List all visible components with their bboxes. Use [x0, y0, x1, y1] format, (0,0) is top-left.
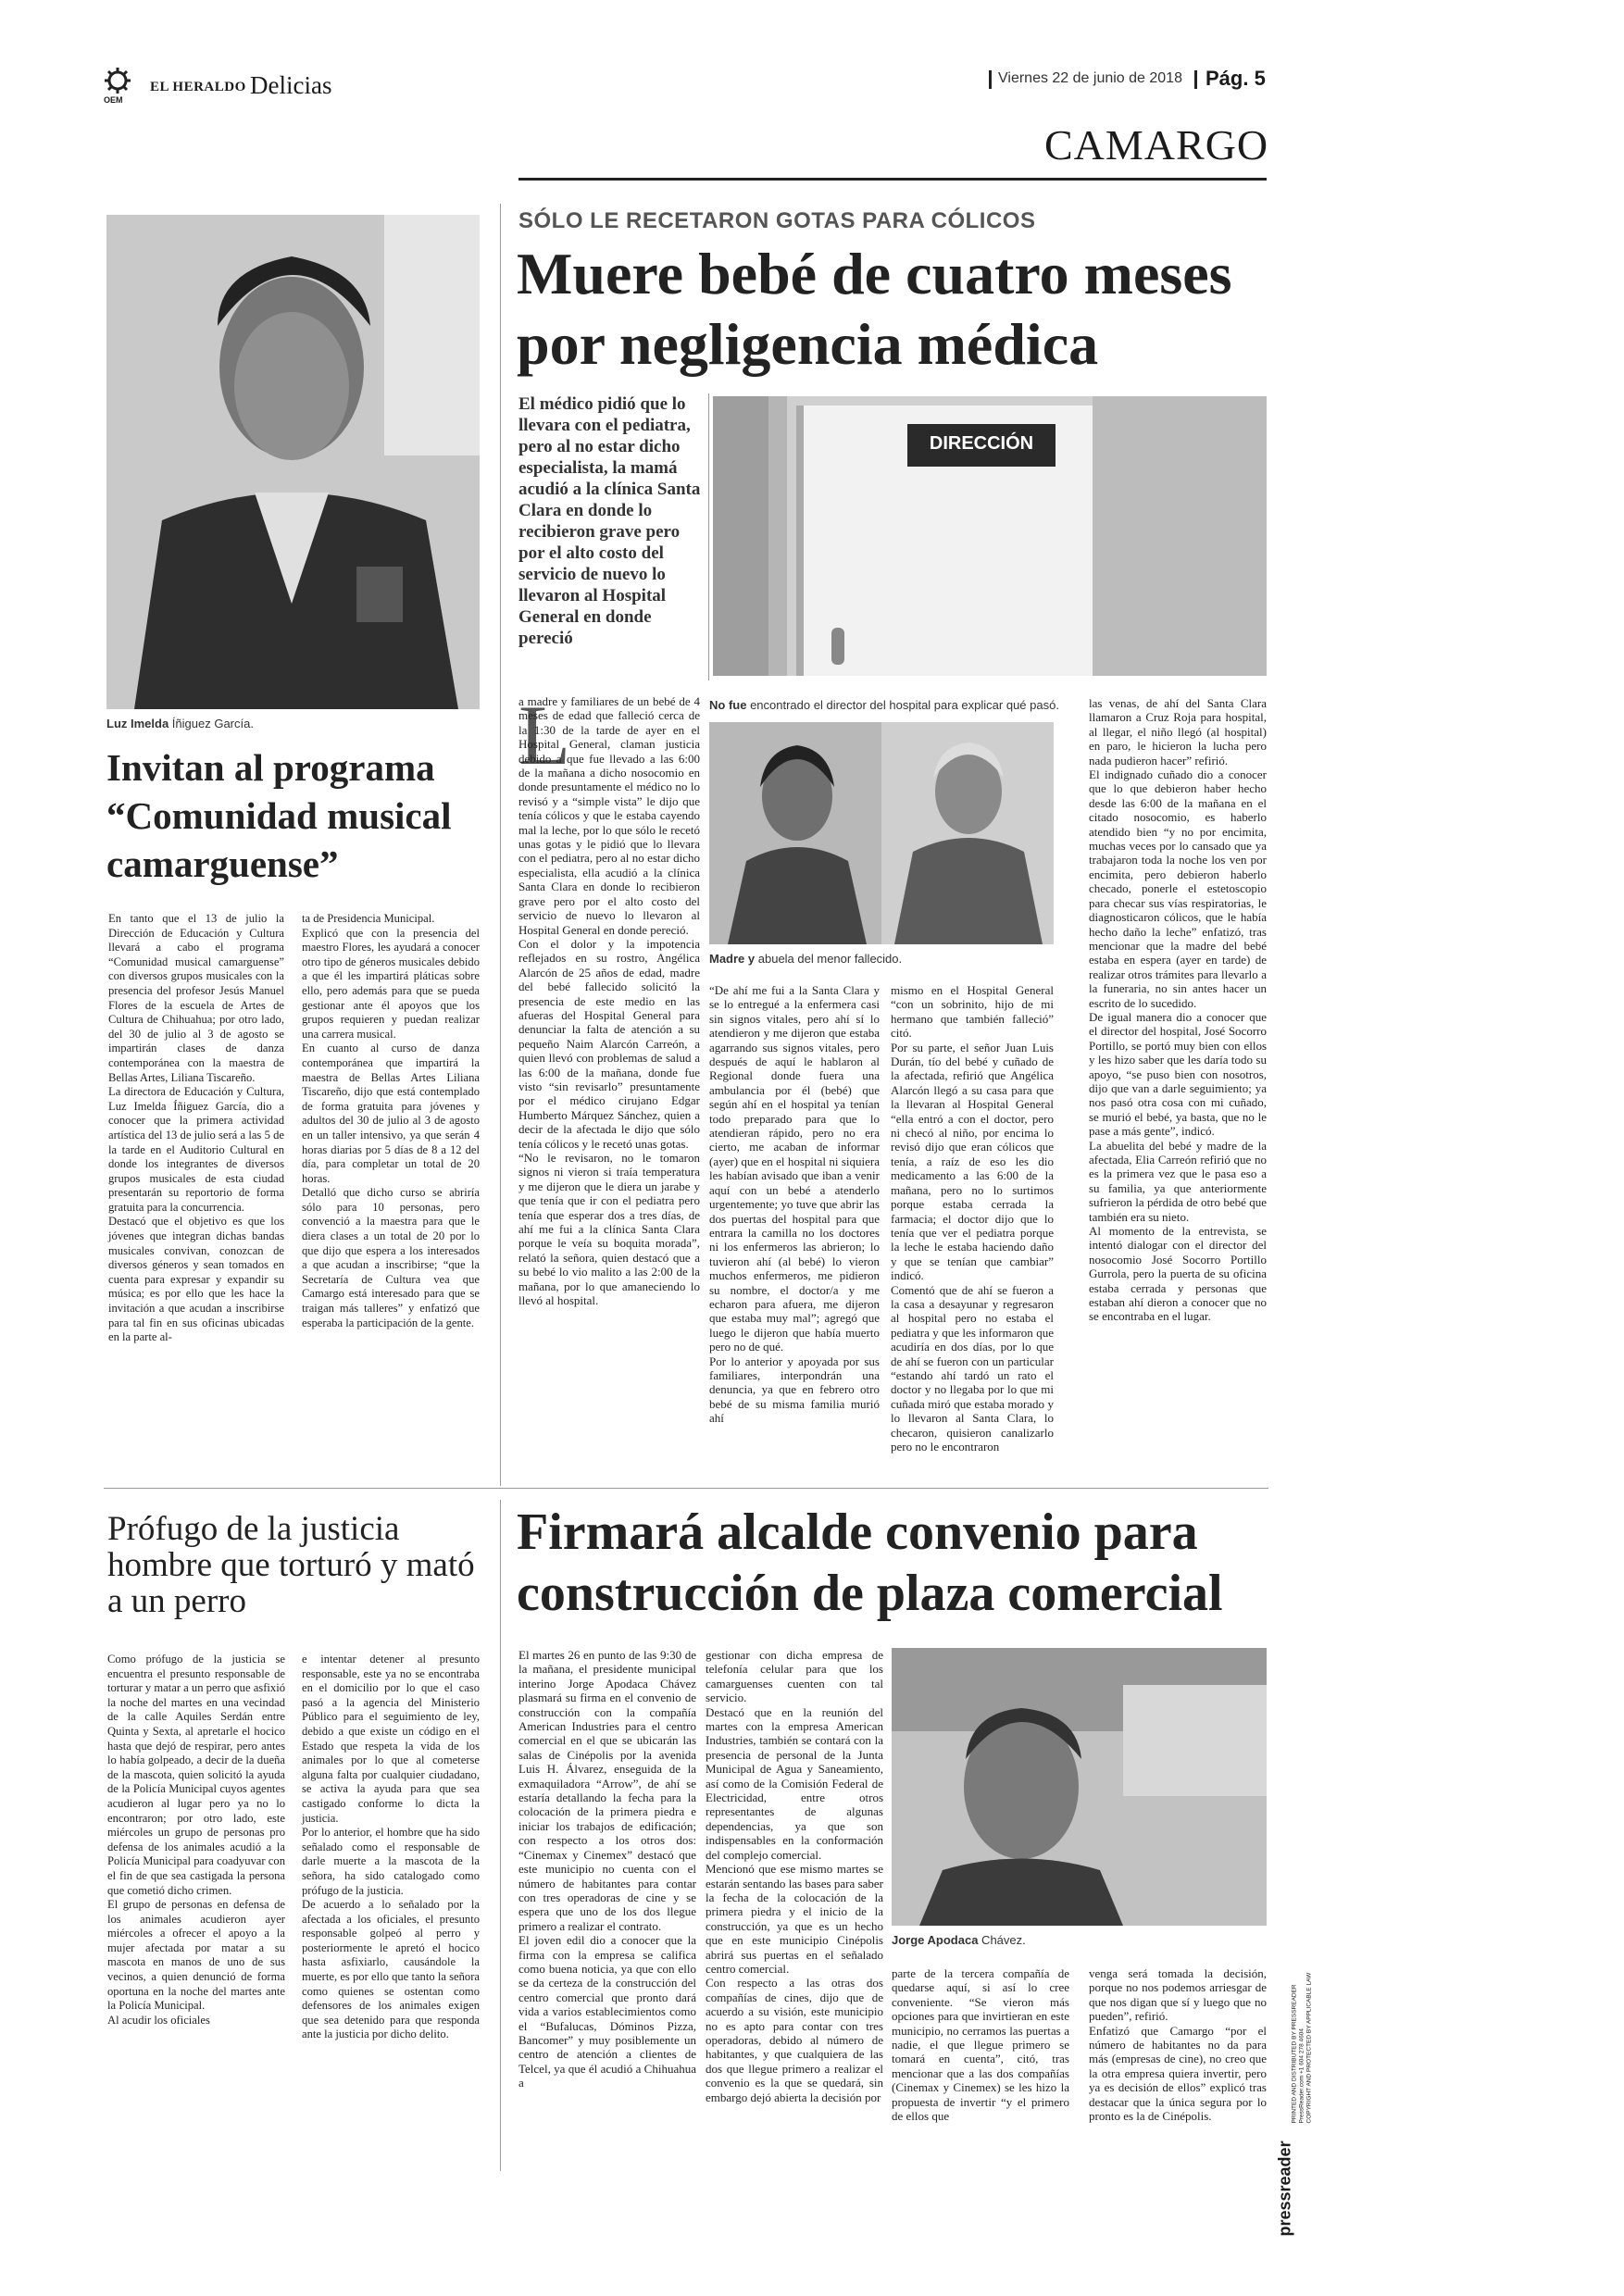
page-divider [1194, 70, 1197, 89]
jorge-apodaca-photo [892, 1648, 1267, 1926]
section-divider [104, 1488, 1268, 1489]
story2-column-2: “De ahí me fui a la Santa Clara y se lo entregué a la enfermera casi sin signos vitales, pero ahí sí lo atendieron y me dijeron que estaba agarrando sus signos vitales, pero después de aquí le hablaron al Regional donde fuera una ambulancia por él (bebé) que según ahí en el hospital ya tenían todo preparado para que lo atendieran rápido, pero no era cierto, me acaban de informar (ayer) que en el hospital ni siquiera les habían avisado que iban a venir aquí con un bebé a atenderlo urgentemente; yo tuve que abrir las dos puertas del hospital para que entrara la camilla no los doctores ni los enfermeros las abrieron; lo tuvieron ahí (al bebé) lo vieron muchos enfermeros, me pidieron su nombre, el doctor/a y me echaron para afuera, me dijeron que estaba muy mal”; agregó que luego le dijeron que había muerto pero no de qué. Por lo anterior y apoyada por sus familiares, interpondrán una denuncia, ya que en febrero otro bebé de su misma familia murió ahí [709, 983, 880, 1426]
story3-headline: Prófugo de la justicia hombre que torturó y mató a un perro [107, 1510, 475, 1620]
story2-kicker: SÓLO LE RECETARON GOTAS PARA CÓLICOS [518, 208, 1036, 233]
caption-bold: Madre y [709, 952, 756, 966]
story4-headline: Firmará alcalde convenio para construcción de plaza comercial [517, 1504, 1223, 1622]
mother-grandmother-photo [709, 722, 1054, 944]
story4-column-3: parte de la tercera compañía de quedarse aquí, si así lo cree conveniente. “Se vieron más opciones para que invirtieran en este municipio, no cerramos las puertas a nadie, el que llegue primero se tomará en cuenta”, citó, tras mencionar que a las dos compañías (Cinemax y Cinemex) se les hizo la propuesta de invertir “y el primero de ellos que [892, 1966, 1069, 2124]
edition-name: Delicias [250, 71, 332, 99]
issue-date: Viernes 22 de junio de 2018 [998, 70, 1182, 86]
masthead [104, 65, 354, 111]
story3-column-2: e intentar detener al presunto responsable, este ya no se encontraba en el domicilio por lo que el caso pasó a la agencia del Ministerio Público para el seguimiento de ley, debido a que existe un código en el Estado que respeta la vida de los animales por lo que al cometerse alguna falta por cualquier ciudadano, se activa la ayuda para que sea castigado conforme lo dicta la justicia. Por lo anterior, el hombre que ha sido señalado como el responsable de darle muerte a la mascota de la señora, ha sido catalogado como prófugo de la justicia. De acuerdo a lo señalado por la afectada a los oficiales, el presunto responsable golpeó al perro y posteriormente le apretó el hocico hasta asfixiarlo, causándole la muerte, es por ello que tanto la señora como quienes se ostentan como defensores de los animales exigen que sea detenido para que responda ante la justicia por dicho delito. [302, 1653, 480, 2041]
caption-bold: No fue [709, 698, 747, 712]
story1-headline: Invitan al programa “Comunidad musical camarguense” [106, 746, 452, 885]
date-divider [989, 70, 992, 89]
caption-rest: Íñiguez García. [169, 717, 254, 730]
story1-column-2: ta de Presidencia Municipal. Explicó que con la presencia del maestro Flores, les ayudará a conocer otro tipo de géneros musicales debido a que él les impartirá pláticas sobre ello, pero además para que se pueda gestionar ante él apoyos que los grupos requieren y puedan realizar una carrera musical. En cuanto al curso de danza contemporánea que impartirá la maestra de Bellas Artes Liliana Tiscareño, dijo que está contemplado de forma gratuita para jóvenes y adultos del 30 de julio al 3 de agosto en un taller intensivo, ya que serán 4 horas diarias por 5 días de 8 a 12 del día, para completar un total de 20 horas. Detalló que dicho curso se abriría sólo para 10 personas, pero convenció a la maestra para que le diera clases a un total de 20 por lo que dijo que espera a los interesados a que acudan a inscribirse; “que la Secretaría de Cultura vea que Camargo está interesado para que se traigan más talleres” y enfatizó que esperaba la participación de la gente. [302, 912, 480, 1329]
story2-column-4: las venas, de ahí del Santa Clara llamaron a Cruz Roja para hospital, al llegar, el niño llegó (al hospital) en paro, le hicieron la lucha pero nada pudieron hacer” refirió. El indignado cuñado dio a conocer que lo que debieron haber hecho desde las 6:00 de la mañana en el citado nosocomio, es haberlo atendido bien “y no por encimita, muchas veces por lo cansado que ya trabajaron toda la noche los ven por encimita, pero debieron haberlo checado, ponerle el estetoscopio para checar sus vías respiratorias, le diagnosticaron cólicos, que le había hecho daño la leche” enfatizó, tras mencionar que la madre del bebé estaba en espera (ayer en tarde) de realizar otros trámites para llevarlo a la funeraria, no sin antes hacer un escrito de lo sucedido. De igual manera dio a conocer que el director del hospital, José Socorro Portillo, se portó muy bien con ellos y les hizo saber que les daría todo su apoyo, “se puso bien con nosotros, dijo que van a darle seguimiento; ya nos pasó otra cosa con mi cuñado, se murió el bebé, ya basta, que no le pase a más gente”, indicó. La abuelita del bebé y madre de la afectada, Elia Carreón refirió que no es la primera vez que le pasa eso a su familia, ya que anteriormente sufrieron la pérdida de otro bebé que también era su nieto. Al momento de la entrevista, se intentó dialogar con el director del nosocomio José Socorro Portillo Gurrola, pero la puerta de su oficina estaba cerrada y personas que estaban ahí dieron a conocer que no se encontraba en el lugar. [1089, 696, 1267, 1324]
story2-column-3: mismo en el Hospital General “con un sobrinito, hijo de mi hermano que también falleció” citó. Por su parte, el señor Juan Luis Durán, tío del bebé y cuñado de la afectada, refirió que Angélica Alarcón llegó a su casa para que la llevaran al Hospital General “ella entró a con el doctor, pero ni checó al niño, por encima lo revisó dijo que eran cólicos que tenía, a raíz de eso les dio medicamento a las 6:00 de la mañana, pero no lo surtimos porque estaba cerrada la farmacia; el doctor dijo que lo tenía que ver el pediatra porque la leche le estaba haciendo daño y que se tenían que cambiar” indicó. Comentó que de ahí se fueron a la casa a desayunar y regresaron al hospital pero no estaba el pediatra y que les informaron que acudiría en dos días, por lo que de ahí se fueron con un particular “estando ahí tardó un rato el doctor y no llegaba por lo que mi cuñada miró que estaba morado y lo llevaron al Santa Clara, lo checaron, quisieron canalizarlo pero no le encontraron [891, 983, 1054, 1454]
oem-logo-icon [104, 67, 131, 94]
header-date-bar [989, 67, 1267, 93]
column-divider-left [500, 204, 501, 1486]
page-number: Pág. 5 [1206, 67, 1266, 90]
oem-logo-text: OEM [104, 95, 123, 105]
story2-dropcap: L [518, 688, 571, 782]
caption-bold: Luz Imelda [106, 717, 169, 730]
story4-column-4: venga será tomada la decisión, porque no nos podemos arriesgar de que nos digan que sí y luego que no pueden”, refirió. Enfatizó que Camargo “por el número de habitantes no da para más (empresas de cine), no creo que la otra empresa quiera invertir, pero ya es decisión de ellos” explicó tras destacar que la única segura por lo pronto es la de Cinépolis. [1089, 1966, 1267, 2124]
section-rule [518, 178, 1267, 181]
direccion-door-photo [713, 396, 1267, 676]
story3-column-1: Como prófugo de la justicia se encuentra el presunto responsable de torturar y matar a un perro que asfixió la noche del martes en una vecindad de la calle Aquiles Serdán entre Quinta y Sexta, al apretarle el hocico hasta que dejó de respirar, pero antes lo había golpeado, a decir de la dueña de la mascota, quien solicitó la ayuda de la Policía Municipal cuyos agentes acudieron al lugar pero ya no lo encontraron; por otro lado, este miércoles un grupo de personas pro defensa de los animales acudió a la Policía Municipal para coadyuvar con el fin de que sea castigada la persona que cometió dicho crimen. El grupo de personas en defensa de los animales acudieron ayer miércoles a ofrecer el apoyo a la mujer afectada por matar a su mascota en manos de uno de sus vecinos, a quien denunció de forma oportuna en la noche del martes ante la Policía Municipal. Al acudir los oficiales [107, 1653, 285, 2027]
column-divider-deck [708, 393, 709, 680]
section-title: CAMARGO [1044, 121, 1269, 168]
caption-rest: encontrado el director del hospital para explicar qué pasó. [746, 698, 1059, 712]
story1-column-1: En tanto que el 13 de julio la Dirección de Educación y Cultura llevará a cabo el programa “Comunidad musical camarguense” con diversos grupos musicales con la presencia del profesor Jesús Manuel Flores de la escuela de Artes de Cultura de Chihuahua; por otro lado, del 30 de julio al 3 de agosto se impartirán clases de danza contemporánea con la maestra de Bellas Artes, Liliana Tiscareño. La directora de Educación y Cultura, Luz Imelda Íñiguez García, dio a conocer que la primera actividad artística del 13 de julio será a las 5 de la tarde en el Auditorio Cultural en donde los integrantes de diversos grupos musicales de esta ciudad presentarán su reportorio de forma gratuita para la concurrencia. Destacó que el objetivo es que los jóvenes que integran dichas bandas musicales convivan, conozcan de diversos géneros y sean tomados en cuenta para expresar y expandir su música; es por ello que les hace la invitación a que acudan a inscribirse para tal fin en sus oficinas ubicadas en la parte al- [108, 912, 284, 1344]
pressreader-brand: pressreader [1275, 2140, 1294, 2237]
story2-caption-2 [709, 952, 1054, 966]
column-divider-bottom [500, 1500, 501, 2171]
story2-headline: Muere bebé de cuatro meses por negligencia médica [517, 241, 1232, 377]
pressreader-notice-2: PressReader.com +1 604 278 4604 [1298, 2028, 1305, 2124]
paper-name: EL HERALDO [150, 80, 246, 94]
direccion-sign-text: DIRECCIÓN [929, 433, 1034, 454]
pressreader-stamp [1275, 1944, 1318, 2237]
jorge-apodaca-caption [892, 1933, 1026, 1947]
pressreader-notice-1: PRINTED AND DISTRIBUTED BY PRESSREADER [1291, 1984, 1298, 2124]
story4-column-1: El martes 26 en punto de las 9:30 de la mañana, el presidente municipal interino Jorge Apodaca Chávez plasmará su firma en el convenio de construcción con la compañía American Industries para el centro comercial en el que se ubicarán las salas de Cinépolis por la avenida Luis H. Álvarez, enseguida de la exmaquiladora “Arrow”, de ahí se estaría detallando la fecha para la colocación de la primera piedra e iniciar los trabajos de edificación; con respecto a los otros dos: “Cinemax y Cinemex” destacó que este municipio no cuenta con el número de habitantes para contar con tres operadoras de cine y se espera que uno de los dos llegue primero a realizar el contrato. El joven edil dio a conocer que la firma con la empresa se califica como buena noticia, ya que con ello se da certeza de la construcción del centro comercial que pronto dará vida a varios establecimientos como el “Bufalucas, Dóminos Pizza, Bancomer” y muy posiblemente un centro de atención a clientes de Telcel, ya que él acudió a Chihuahua a [518, 1648, 696, 2090]
luz-imelda-photo [106, 215, 480, 709]
pressreader-notice-3: COPYRIGHT AND PROTECTED BY APPLICABLE LAW [1305, 1972, 1313, 2124]
caption-rest: abuela del menor fallecido. [755, 952, 903, 966]
story2-deck: El médico pidió que lo llevara con el pediatra, pero al no estar dicho especialista, la mamá acudió a la clínica Santa Clara en donde lo recibieron grave pero por el alto costo del servicio de nuevo lo llevaron al Hospital General en donde pereció [518, 394, 701, 648]
caption-rest: Chávez. [978, 1933, 1026, 1947]
story4-column-2: gestionar con dicha empresa de telefonía celular para que los camarguenses cuenten con tal servicio. Destacó que en la reunión del martes con la empresa American Industries, también se contará con la presencia de personal de la Junta Municipal de Agua y Saneamiento, así como de la Comisión Federal de Electricidad, entre otros representantes de algunas dependencias, ya que son indispensables en la conformación del complejo comercial. Mencionó que ese mismo martes se estarán sentando las bases para saber la fecha de la colocación de la primera piedra y el inicio de la construcción, ya que es un hecho que en este municipio Cinépolis abrirá sus puertas en el señalado centro comercial. Con respecto a las otras dos compañías de cines, dijo que de acuerdo a su visión, este municipio no es apto para contar con tres operadoras, debido al número de habitantes, y que cualquiera de las dos que llegue primero a realizar el convenio es la que se quedará, sin embargo dejó abierta la decisión por [706, 1648, 883, 2104]
story2-column-1: a madre y familiares de un bebé de 4 meses de edad que falleció cerca de la 1:30 de la tarde de ayer en el Hospital General, claman justicia debido a que fue llevado a las 6:00 de la mañana a dicho nosocomio en donde presuntamente el médico no lo revisó y a “simple vista” le dijo que tenía cólicos y que le estaba cayendo mal la leche, por lo que sólo le recetó unas gotas y le pidió que lo llevara con el pediatra, pero al no estar dicho especialista, ella acudió a la clínica Santa Clara en donde lo recibieron grave pero por el alto costo del servicio de nuevo lo llevaron al Hospital General en donde pereció. Con el dolor y la impotencia reflejados en su rostro, Angélica Alarcón de 25 años de edad, madre del bebé fallecido solicitó la presencia de este medio en las afueras del Hospital General para denunciar la falta de atención a su pequeño Naim Alarcón Carreón, a quien llevó con problemas de salud a las 6:00 de la mañana, donde fue visto “sin revisarlo” presuntamente por el médico cirujano Edgar Humberto Márquez Sánchez, quien a decir de la afectada le dijo que sólo tenía cólicos y le recetó unas gotas. “No le revisaron, no le tomaron signos ni vieron si traía temperatura y me dijeron que le diera un jarabe y que tenía que ir con el pediatra pero tenía que esperar dos a tres días, de ahí me fui a la clínica Santa Clara porque le veía su boquita morada”, relató la señora, quien destacó que a su bebé lo vio malito a las 2:00 de la mañana, por lo que amaneciendo lo llevó al hospital. [518, 694, 700, 1308]
luz-imelda-caption [106, 717, 254, 730]
caption-bold: Jorge Apodaca [892, 1933, 979, 1947]
